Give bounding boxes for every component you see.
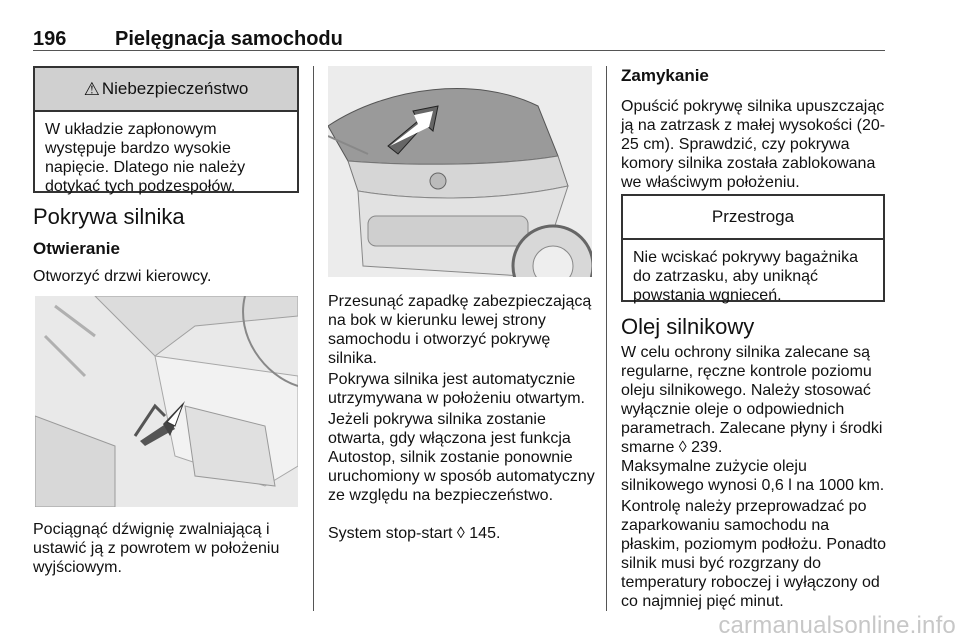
caution-box-header [623,196,883,240]
page-title: Pielęgnacja samochodu [115,28,343,50]
column-divider-2 [606,66,607,611]
paragraph-move-latch: Przesunąć zapadkę zabezpieczającą na bok w kierunku lewej strony samochodu i otworzyć pokrywę silnika. [328,293,592,367]
caution-body: Nie wciskać pokrywy bagażnika do zatrzasku, aby uniknąć powstania wgnieceń. [633,249,858,304]
section-title-hood: Pokrywa silnika [33,204,185,229]
danger-title: Niebezpieczeństwo [101,79,249,98]
illustration-release-lever [35,296,298,507]
danger-box [33,66,299,193]
paragraph-closing: Opuścić pokrywę silnika upuszczając ją na zatrzask z małej wysokości (20-25 cm). Sprawdzić, czy pokrywa komory silnika została zablokowana we właściwym położeniu. [621,98,886,191]
paragraph-oil-checks: W celu ochrony silnika zalecane są regularne, ręczne kontrole poziomu oleju silnikowego. Należy stosować wyłącznie oleje o odpowiednich parametrach. Zalecane płyny i środki smarne ◊ 239. [621,344,883,456]
page-header [33,24,885,51]
watermark: carmanualsonline.info [718,612,956,639]
paragraph-open-door: Otworzyć drzwi kierowcy. [33,268,212,285]
paragraph-hood-held: Pokrywa silnika jest automatycznie utrzymywana w położeniu otwartym. [328,371,585,407]
danger-body: W układzie zapłonowym występuje bardzo wysokie napięcie. Dlatego nie należy dotykać tych podzespołów. [45,121,246,195]
paragraph-autostop: Jeżeli pokrywa silnika zostanie otwarta, gdy włączona jest funkcja Autostop, silnik zostanie ponownie uruchomiony w sposób automatyczny ze względu na bezpieczeństwo. [328,411,595,504]
paragraph-check-conditions: Kontrolę należy przeprowadzać po zaparkowaniu samochodu na płaskim, poziomym podłożu. Ponadto silnik musi być rozgrzany do temperatury roboczej i wyłączony od co najmniej pięć minut. [621,498,887,610]
warning-triangle-icon: ⚠ [83,78,100,99]
danger-box-header [35,68,297,112]
page-number: 196 [33,28,67,50]
caption-release-lever: Pociągnąć dźwignię zwalniającą i ustawić ją z powrotem w położeniu wyjściowym. [33,521,280,576]
paragraph-oil-consumption: Maksymalne zużycie oleju silnikowego wynosi 0,6 l na 1000 km. [621,458,885,494]
caution-title: Przestroga [711,207,795,226]
paragraph-stop-start-ref: System stop-start ◊ 145. [328,525,501,542]
column-divider-1 [313,66,314,611]
subsection-title-opening: Otwieranie [33,239,120,258]
caution-box [621,194,885,302]
illustration-hood-latch [328,66,592,277]
section-title-engine-oil: Olej silnikowy [621,314,755,339]
subsection-title-closing: Zamykanie [621,66,709,85]
